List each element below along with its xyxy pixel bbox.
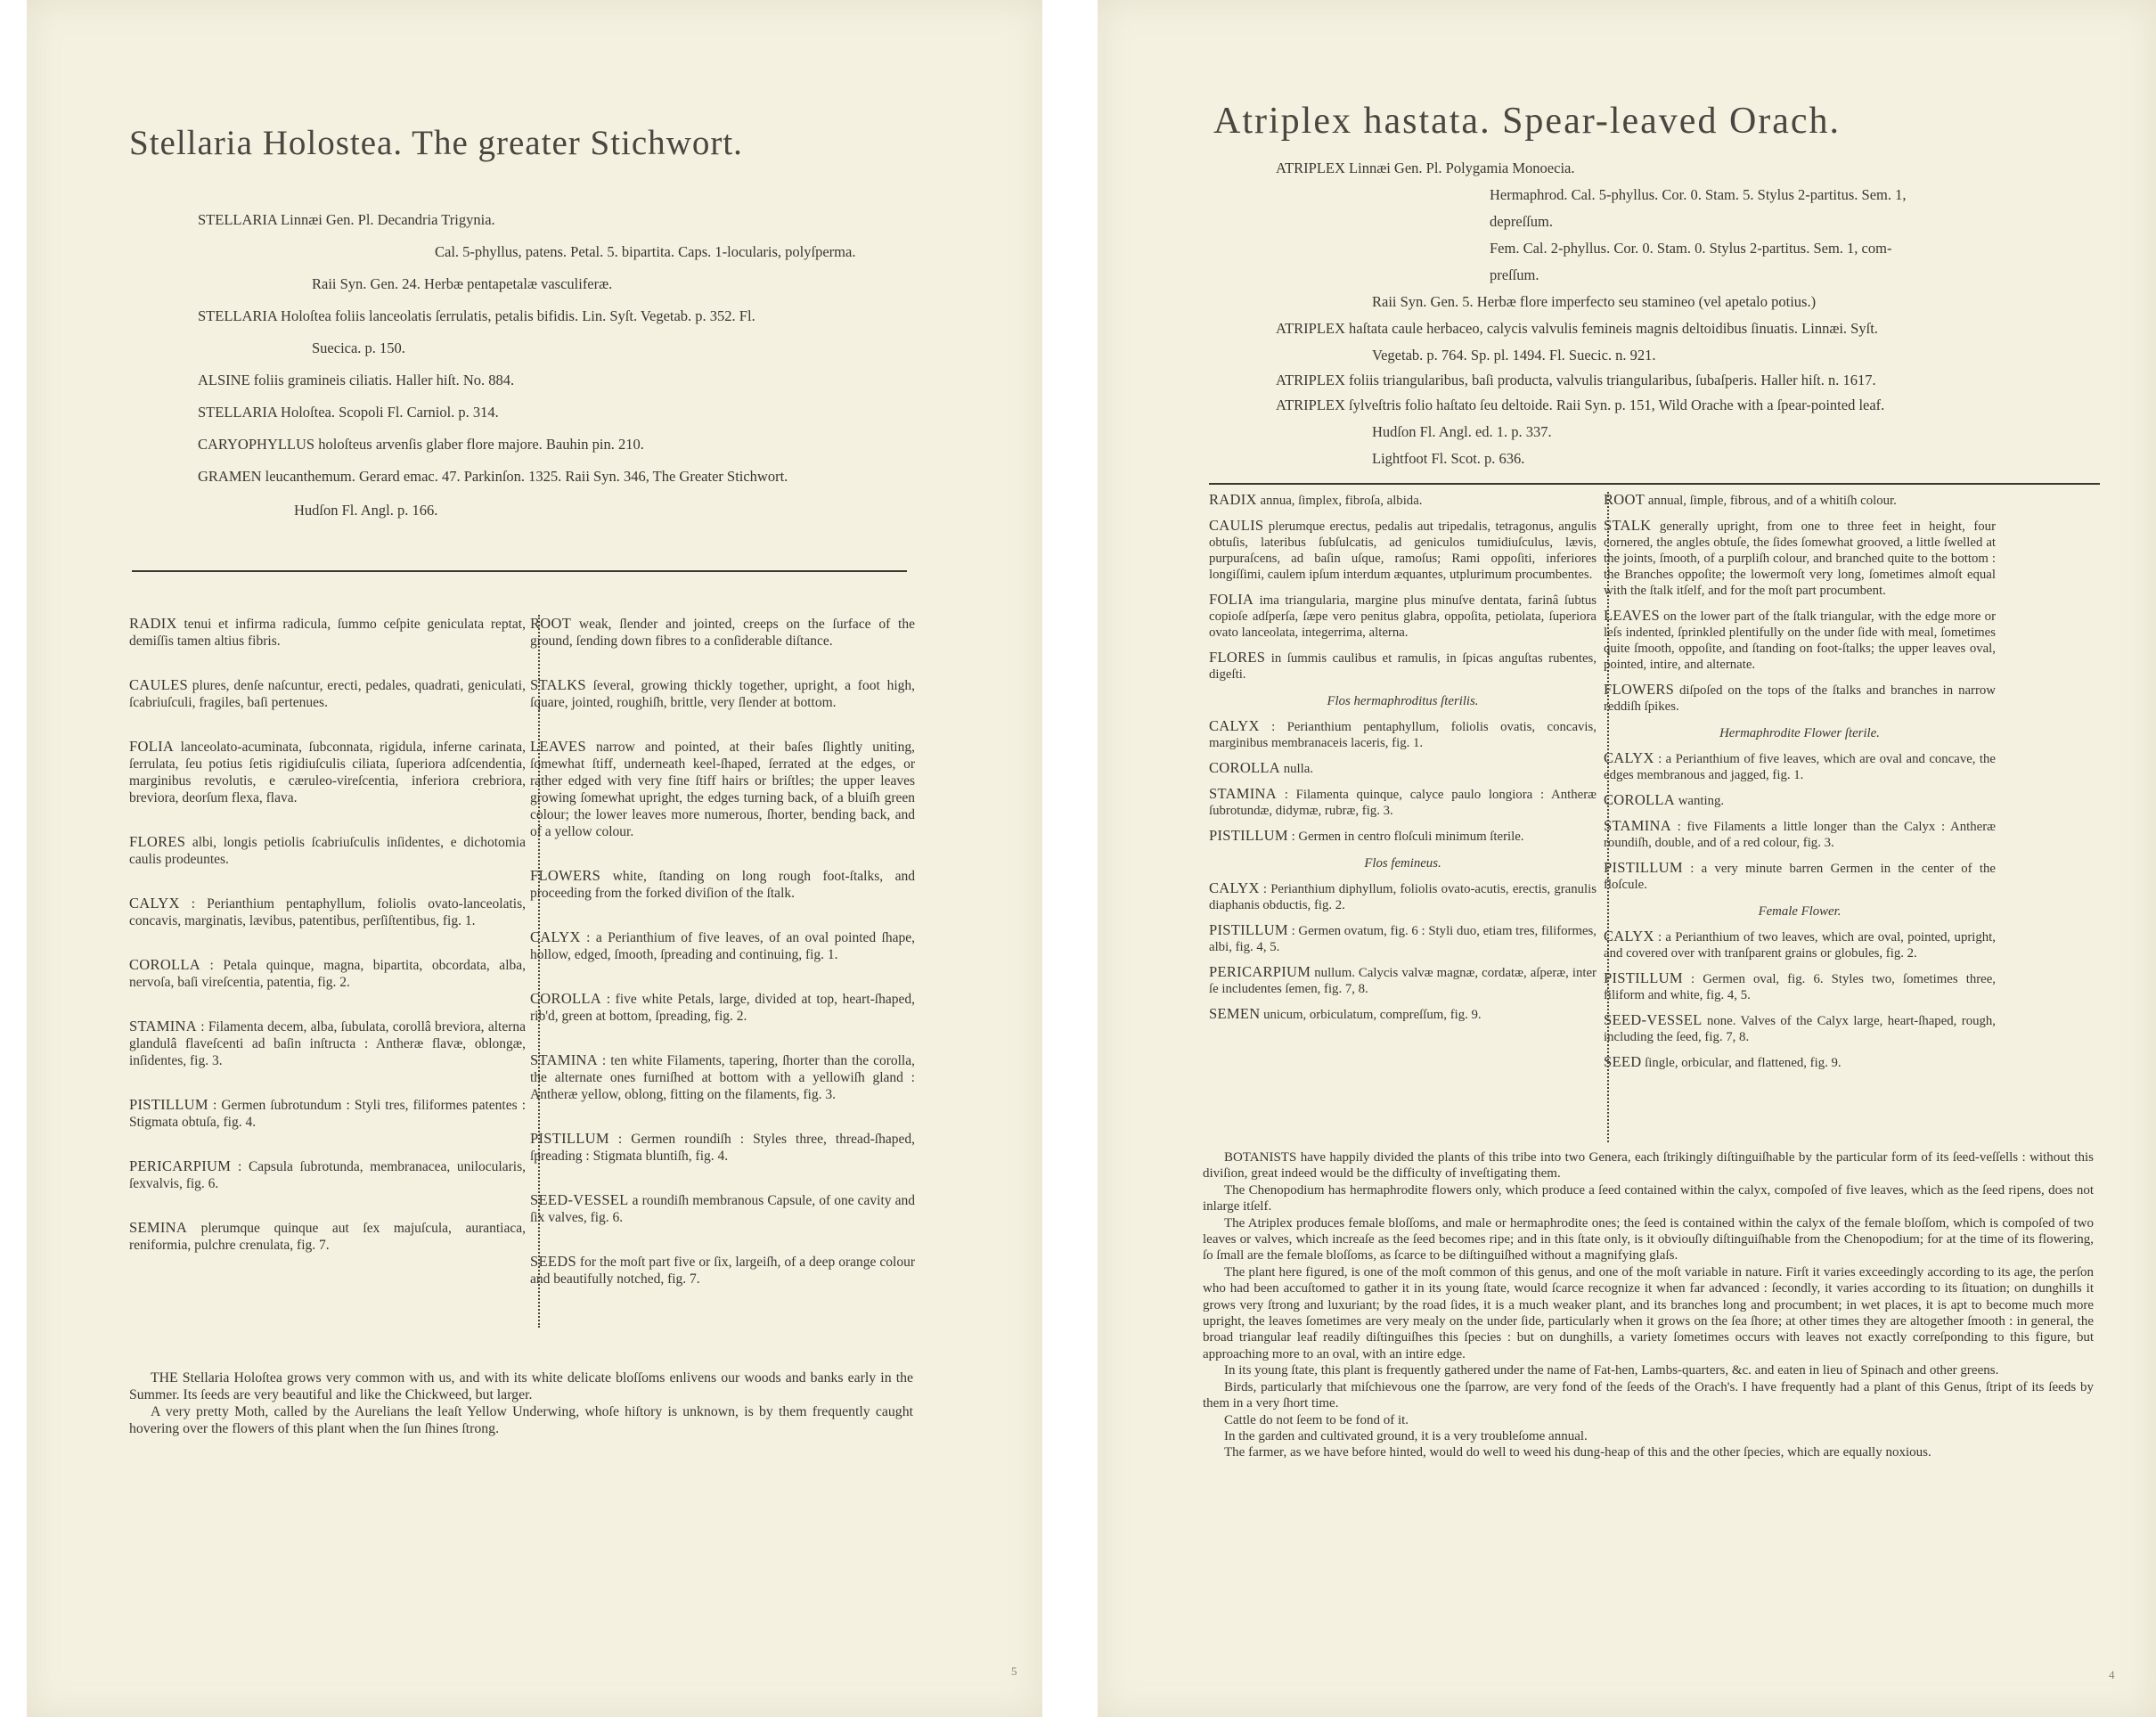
- note-paragraph: THE Stellaria Holoſtea grows very common with us, and with its white delicate bloſſoms enlivens our woods and banks early in the Summer. Its ſeeds are very beautiful and like the Chickweed, but larger.: [129, 1370, 913, 1402]
- entry-heading: SEEDS: [530, 1253, 576, 1270]
- description-entry: [530, 1191, 915, 1226]
- synonym-line: ATRIPLEX Linnæi Gen. Pl. Polygamia Monoecia.: [1276, 159, 1575, 176]
- entry-text: albi, longis petiolis ſcabriuſculis inſidentes, e dichotomia caulis prodeuntes.: [129, 835, 526, 867]
- entry-heading: PISTILLUM: [1604, 969, 1683, 986]
- entry-text: : Filamenta decem, alba, ſubulata, corollâ breviora, alterna glandulâ flaveſcenti ad baſin inſtructa : Antheræ flavæ, oblongæ, inſidentes, fig. 3.: [129, 1019, 526, 1068]
- entry-text: white, ſtanding on long rough foot-ſtalks, and proceeding from the forked diviſion of the ſtalk.: [530, 869, 915, 901]
- entry-text: : ten white Filaments, tapering, ſhorter than the corolla, the alternate ones furniſhed at bottom with a yellowiſh gland : Antheræ yellow, oblong, fitting on the filaments, fig. 3.: [530, 1053, 915, 1102]
- note-paragraph: In the garden and cultivated ground, it is a very troubleſome annual.: [1224, 1428, 1588, 1443]
- description-entry: [1209, 964, 1597, 997]
- entry-text: : Germen ovatum, fig. 6 : Styli duo, etiam tres, filiformes, albi, fig. 4, 5.: [1209, 924, 1597, 954]
- entry-text: ima triangularia, margine plus minuſve dentata, farinâ ſubtus copioſe adſperſa, ſæpe vero penitus glabra, oppoſita, petiolata, ſuperiora ovato lanceolata, integerrima, alterna.: [1209, 593, 1597, 640]
- entry-text: plerumque erectus, pedalis aut tripedalis, tetragonus, angulis obtuſis, lateribus ſubſulcatis, ad geniculos tumidiuſculus, lævis, purpuraſcens, ad baſin uſque, ramoſus; Rami oppoſiti, inferiores longiſſimi, caulem ipſum interdum æquantes, utplurimum procumbentes.: [1209, 519, 1597, 582]
- entry-heading: STAMINA: [1604, 817, 1671, 834]
- entry-text: wanting.: [1675, 794, 1725, 808]
- synonym-line: CARYOPHYLLUS holoſteus arvenſis glaber flore majore. Bauhin pin. 210.: [198, 436, 644, 453]
- synonym-line: depreſſum.: [1490, 213, 1554, 230]
- entry-text: nullum. Calycis valvæ magnæ, cordatæ, aſperæ, inter ſe includentes ſemen, fig. 7, 8.: [1209, 966, 1597, 996]
- english-description: [530, 615, 915, 1314]
- description-entry: [1209, 718, 1597, 751]
- synonym-line: Suecica. p. 150.: [312, 339, 405, 356]
- description-entry: [530, 1253, 915, 1288]
- entry-heading: COROLLA: [530, 990, 602, 1007]
- entry-heading: CALYX: [1209, 717, 1260, 734]
- note-paragraph: BOTANISTS have happily divided the plants of this tribe into two Genera, each ſtrikingly diſtinguiſhable by the particular form of its ſeed-veſſells : without this diviſion, great indeed would be the difficulty of inveſtigating them.: [1203, 1150, 2094, 1181]
- description-entry: [1604, 1054, 1996, 1071]
- entry-text: a roundiſh membranous Capsule, of one cavity and ſix valves, fig. 6.: [530, 1193, 915, 1225]
- description-entry: [1604, 860, 1996, 893]
- description-entry: [1604, 682, 1996, 715]
- entry-heading: SEED: [1604, 1053, 1642, 1070]
- entry-heading: PISTILLUM: [1604, 859, 1683, 876]
- page-title: Stellaria Holostea. The greater Stichwort.: [129, 124, 743, 162]
- description-entry: [1209, 880, 1597, 913]
- description-entry: [1209, 760, 1597, 777]
- description-entry: [129, 1219, 526, 1254]
- entry-text: : Perianthium pentaphyllum, foliolis ovatis, concavis, marginibus membranaceis laceris, fig. 1.: [1209, 720, 1597, 750]
- entry-heading: CALYX: [1604, 749, 1654, 766]
- entry-heading: FLORES: [1209, 649, 1266, 666]
- description-entry: [129, 615, 526, 650]
- latin-description: [129, 615, 526, 1280]
- entry-text: plures, denſe naſcuntur, erecti, pedales, quadrati, geniculati, ſcabriuſculi, fragiles, baſi pertenues.: [129, 678, 526, 710]
- description-entry: [1209, 518, 1597, 583]
- latin-description: [1209, 492, 1597, 1032]
- entry-heading: PISTILLUM: [1209, 921, 1288, 938]
- entry-text: for the moſt part five or ſix, largeiſh, of a deep orange colour and beautifully notched, fig. 7.: [530, 1255, 915, 1287]
- description-entry: [530, 676, 915, 711]
- description-entry: [1209, 492, 1597, 509]
- page-title: Atriplex hastata. Spear-leaved Orach.: [1213, 101, 1842, 142]
- entry-text: ſingle, orbicular, and flattened, fig. 9.: [1641, 1056, 1842, 1070]
- notes: [129, 1370, 913, 1437]
- synonym-line: STELLARIA Linnæi Gen. Pl. Decandria Trigynia.: [198, 211, 495, 228]
- entry-heading: LEAVES: [1604, 607, 1660, 624]
- entry-heading: CAULES: [129, 676, 188, 693]
- section-subheading: Female Flower.: [1758, 904, 1842, 919]
- description-entry: [1604, 818, 1996, 851]
- synonym-line: GRAMEN leucanthemum. Gerard emac. 47. Parkinſon. 1325. Raii Syn. 346, The Greater Stichwort.: [198, 468, 788, 485]
- entry-heading: STAMINA: [129, 1018, 197, 1034]
- description-entry: [530, 738, 915, 840]
- entry-heading: COROLLA: [129, 956, 201, 973]
- description-entry: [1604, 750, 1996, 783]
- entry-text: lanceolato-acuminata, ſubconnata, rigidula, inferne carinata, ſerrulata, ſeu potius ſetis rigidiuſculis ciliata, ſuperiora adſcendentia, marginibus revolutis, e cæruleo-vireſcentia, inferiora crebriora, breviora, deorſum flexa, flava.: [129, 740, 526, 805]
- entry-heading: CALYX: [1209, 879, 1260, 896]
- section-rule: [1209, 483, 2100, 485]
- synonym-line: Vegetab. p. 764. Sp. pl. 1494. Fl. Suecic. n. 921.: [1372, 347, 1656, 364]
- entry-text: : Germen roundiſh : Styles three, thread-ſhaped, ſpreading : Stigmata bluntiſh, fig. 4.: [530, 1132, 915, 1164]
- notes: [1203, 1149, 2094, 1461]
- entry-heading: PISTILLUM: [530, 1130, 609, 1147]
- synonym-line: Cal. 5-phyllus, patens. Petal. 5. bipartita. Caps. 1-locularis, polyſperma.: [435, 243, 856, 260]
- entry-text: annual, ſimple, fibrous, and of a whitiſh colour.: [1645, 494, 1897, 508]
- entry-heading: CALYX: [129, 895, 180, 912]
- description-entry: [1604, 970, 1996, 1003]
- synonym-line: ALSINE foliis gramineis ciliatis. Haller hiſt. No. 884.: [198, 372, 515, 388]
- entry-text: diſpoſed on the tops of the ſtalks and branches in narrow reddiſh ſpikes.: [1604, 683, 1996, 714]
- section-rule: [132, 570, 907, 572]
- entry-heading: STALK: [1604, 517, 1652, 534]
- description-entry: [129, 956, 526, 991]
- note-paragraph: A very pretty Moth, called by the Aurelians the leaſt Yellow Underwing, whoſe hiſtory is unknown, is by them frequently caught hovering over the flowers of this plant when the ſun ſhines ſtrong.: [129, 1404, 913, 1436]
- description-entry: [530, 1051, 915, 1103]
- entry-heading: ROOT: [530, 615, 572, 632]
- english-description: [1604, 492, 1996, 1080]
- description-entry: [129, 1018, 526, 1069]
- entry-text: : Filamenta quinque, calyce paulo longiora : Antheræ ſubrotundæ, didymæ, rubræ, fig. 3.: [1209, 788, 1597, 818]
- section-subheading: Flos femineus.: [1364, 856, 1441, 871]
- description-entry: [129, 676, 526, 711]
- entry-heading: COROLLA: [1209, 759, 1281, 776]
- entry-text: : a Perianthium of five leaves, which are oval and concave, the edges membranous and jagged, fig. 1.: [1604, 752, 1996, 782]
- note-paragraph: In its young ſtate, this plant is frequently gathered under the name of Fat-hen, Lambs-quarters, &c. and eaten in lieu of Spinach and other greens.: [1224, 1363, 1999, 1378]
- entry-text: nulla.: [1280, 762, 1314, 776]
- description-entry: [129, 738, 526, 806]
- entry-heading: PISTILLUM: [129, 1096, 208, 1113]
- entry-heading: FLOWERS: [1604, 681, 1675, 698]
- entry-text: weak, ſlender and jointed, creeps on the ſurface of the ground, ſending down fibres to a conſiderable diſtance.: [530, 617, 915, 649]
- synonym-line: Lightfoot Fl. Scot. p. 636.: [1372, 450, 1525, 467]
- synonym-line: STELLARIA Holoſtea. Scopoli Fl. Carniol. p. 314.: [198, 404, 499, 421]
- description-entry: [1209, 1006, 1597, 1023]
- entry-text: plerumque quinque aut ſex majuſcula, aurantiaca, reniformia, pulchre crenulata, fig. 7.: [129, 1221, 526, 1253]
- page-right: [1098, 0, 2156, 1717]
- description-entry: [530, 990, 915, 1025]
- description-entry: [1604, 792, 1996, 809]
- description-entry: [1604, 608, 1996, 673]
- description-entry: [1604, 1012, 1996, 1045]
- synonym-line: Hudſon Fl. Angl. ed. 1. p. 337.: [1372, 423, 1552, 440]
- entry-heading: FOLIA: [1209, 591, 1254, 608]
- synonym-line: Raii Syn. Gen. 24. Herbæ pentapetalæ vasculiferæ.: [312, 275, 613, 292]
- entry-heading: RADIX: [129, 615, 177, 632]
- entry-heading: RADIX: [1209, 491, 1257, 508]
- entry-heading: SEMEN: [1209, 1005, 1261, 1022]
- entry-heading: STALKS: [530, 676, 586, 693]
- description-entry: [129, 1157, 526, 1192]
- synonym-line: ATRIPLEX foliis triangularibus, baſi producta, valvulis triangularibus, ſubaſperis. Haller hiſt. n. 1617.: [1276, 372, 1876, 388]
- note-paragraph: Cattle do not ſeem to be fond of it.: [1224, 1412, 1409, 1427]
- note-paragraph: The Atriplex produces female bloſſoms, and male or hermaphrodite ones; the ſeed is contained within the calyx of the female bloſſom, which is compoſed of two leaves or valves, which increaſe as the ſeed becomes ripe; and in this ſtate only, is it obviouſly diſtinguiſhable from the Chenopodium; for at the time of its flowering, ſo ſmall are the female bloſſoms, as ſcarce to be diſtinguiſhed without a magnifying glaſs.: [1203, 1215, 2094, 1263]
- entry-heading: FLOWERS: [530, 867, 601, 884]
- entry-text: : Germen in centro floſculi minimum ſterile.: [1287, 830, 1524, 844]
- synonym-line: Hudſon Fl. Angl. p. 166.: [294, 502, 438, 519]
- entry-heading: CALYX: [1604, 928, 1654, 944]
- entry-heading: CAULIS: [1209, 517, 1264, 534]
- synonym-line: ATRIPLEX haſtata caule herbaceo, calycis valvulis femineis magnis deltoidibus ſinuatis. Linnæi. Syſt.: [1276, 320, 1878, 337]
- synonym-line: STELLARIA Holoſtea foliis lanceolatis ſerrulatis, petalis bifidis. Lin. Syſt. Vegetab. p. 352. Fl.: [198, 307, 755, 324]
- synonym-line: Hermaphrod. Cal. 5-phyllus. Cor. 0. Stam. 5. Stylus 2-partitus. Sem. 1,: [1490, 186, 1907, 203]
- description-entry: [530, 867, 915, 902]
- page-mark: 5: [1011, 1664, 1017, 1678]
- entry-text: : Perianthium pentaphyllum, foliolis ovato-lanceolatis, concavis, marginatis, lævibus, patentibus, perſiſtentibus, fig. 1.: [129, 896, 526, 928]
- entry-heading: PERICARPIUM: [129, 1157, 232, 1174]
- entry-heading: FOLIA: [129, 738, 175, 755]
- description-entry: [530, 1130, 915, 1165]
- entry-text: unicum, orbiculatum, compreſſum, fig. 9.: [1260, 1008, 1482, 1022]
- synonym-line: Fem. Cal. 2-phyllus. Cor. 0. Stam. 0. Stylus 2-partitus. Sem. 1, com-: [1490, 240, 1892, 257]
- entry-text: annua, ſimplex, fibroſa, albida.: [1256, 494, 1423, 508]
- entry-heading: CALYX: [530, 928, 581, 945]
- entry-text: tenui et infirma radicula, ſummo ceſpite geniculata reptat, demiſſis tamen altius fibris.: [129, 617, 526, 649]
- entry-text: : Germen oval, fig. 6. Styles two, ſometimes three, filiform and white, fig. 4, 5.: [1604, 972, 1996, 1002]
- entry-text: : Capsula ſubrotunda, membranacea, unilocularis, ſexvalvis, fig. 6.: [129, 1159, 526, 1191]
- entry-text: : a very minute barren Germen in the center of the floſcule.: [1604, 862, 1996, 892]
- entry-heading: PERICARPIUM: [1209, 963, 1311, 980]
- description-entry: [1604, 928, 1996, 961]
- note-paragraph: The farmer, as we have before hinted, would do well to weed his dung-heap of this and the other ſpecies, which are equally noxious.: [1224, 1445, 1931, 1460]
- entry-text: : a Perianthium of two leaves, which are oval, pointed, upright, and covered over with tranſparent grains or globules, fig. 2.: [1604, 930, 1996, 961]
- entry-text: in ſummis caulibus et ramulis, in ſpicas anguſtas rubentes, digeſti.: [1209, 651, 1597, 682]
- entry-text: narrow and pointed, at their baſes ſlightly uniting, ſomewhat ſtiff, underneath keel-ſhaped, ſerrated at the edges, or rather edged with very fine ſtiff hairs or briſtles; the upper leaves growing ſomewhat upright, the edges turning back, of a bluiſh green colour; the lower leaves more numerous, ſhorter, bending back, and of a yellow colour.: [530, 740, 915, 839]
- entry-heading: ROOT: [1604, 491, 1646, 508]
- entry-text: on the lower part of the ſtalk triangular, with the edge more or leſs indented, ſprinkled plentifully on the under ſide with meal, ſometimes quite ſmooth, oppoſite, and ſtanding on foot-ſtalks; the upper leaves oval, pointed, intire, and alternate.: [1604, 609, 1996, 672]
- entry-text: : Germen ſubrotundum : Styli tres, filiformes patentes : Stigmata obtuſa, fig. 4.: [129, 1098, 526, 1130]
- page-left: [27, 0, 1042, 1717]
- description-entry: [1209, 592, 1597, 641]
- description-entry: [129, 1096, 526, 1131]
- entry-text: : Perianthium diphyllum, foliolis ovato-acutis, erectis, granulis diaphanis obductis, fig. 2.: [1209, 882, 1597, 912]
- entry-text: ſeveral, growing thickly together, upright, a foot high, ſquare, jointed, roughiſh, brittle, very ſlender at bottom.: [530, 678, 915, 710]
- description-entry: [530, 928, 915, 963]
- description-entry: [129, 833, 526, 868]
- entry-heading: STAMINA: [1209, 785, 1277, 802]
- section-subheading: Flos hermaphroditus ſterilis.: [1327, 694, 1479, 708]
- entry-heading: LEAVES: [530, 738, 586, 755]
- entry-heading: SEMINA: [129, 1219, 188, 1236]
- entry-text: none. Valves of the Calyx large, heart-ſhaped, rough, including the ſeed, fig. 7, 8.: [1604, 1014, 1996, 1044]
- description-entry: [1209, 922, 1597, 955]
- synonym-line: ATRIPLEX ſylveſtris folio haſtato ſeu deltoide. Raii Syn. p. 151, Wild Orache with a ſpear-pointed leaf.: [1276, 397, 1885, 413]
- entry-text: : five Filaments a little longer than the Calyx : Antheræ roundiſh, double, and of a red colour, fig. 3.: [1604, 820, 1996, 850]
- page-mark: 4: [2109, 1668, 2115, 1681]
- entry-heading: STAMINA: [530, 1051, 598, 1068]
- description-entry: [530, 615, 915, 650]
- description-entry: [1209, 650, 1597, 683]
- entry-text: : a Perianthium of five leaves, of an oval pointed ſhape, hollow, edged, ſmooth, ſpreading and continuing, fig. 1.: [530, 930, 915, 962]
- note-paragraph: The plant here figured, is one of the moſt common of this genus, and one of the moſt variable in nature. Firſt it varies exceedingly according to its age, the perſon who had been accuſtomed to gather it in its young ſtate, would ſcarce recognize it when far advanced : ſecondly, it varies according to its ſituation; on dunghills it grows very ſtrong and luxuriant; by the road ſides, it is a much weaker plant, and its branches long and procumbent; in wet places, it is apt to become much more upright, the leaves ſometimes are very mealy on the under ſide, particularly when it grows on the ſea ſhore; at other times they are altogether ſmooth : in general, the broad triangular leaf readily diſtinguiſhes this ſpecies : but on dunghills, a variety ſometimes occurs with leaves not exactly correſponding to this figure, but approaching more to an oval, with an intire edge.: [1203, 1264, 2094, 1361]
- description-entry: [129, 895, 526, 929]
- entry-heading: PISTILLUM: [1209, 827, 1288, 844]
- note-paragraph: Birds, particularly that miſchievous one the ſparrow, are very fond of the ſeeds of the Orach's. I have frequently had a plant of this Genus, ſtript of its ſeeds by them in a very ſhort time.: [1203, 1379, 2094, 1411]
- section-subheading: Hermaphrodite Flower ſterile.: [1719, 726, 1880, 740]
- description-entry: [1209, 786, 1597, 819]
- entry-text: : Petala quinque, magna, bipartita, obcordata, alba, nervoſa, baſi vireſcentia, patentia, fig. 2.: [129, 958, 526, 990]
- synonym-line: Raii Syn. Gen. 5. Herbæ flore imperfecto seu stamineo (vel apetalo potius.): [1372, 293, 1817, 310]
- entry-text: : five white Petals, large, divided at top, heart-ſhaped, rib'd, green at bottom, ſpreading, fig. 2.: [530, 992, 915, 1024]
- entry-heading: SEED-VESSEL: [530, 1191, 629, 1208]
- entry-heading: FLORES: [129, 833, 186, 850]
- entry-heading: SEED-VESSEL: [1604, 1011, 1703, 1028]
- note-paragraph: The Chenopodium has hermaphrodite flowers only, which produce a ſeed contained within the calyx, compoſed of five leaves, which as the ſeed ripens, does not inlarge itſelf.: [1203, 1182, 2094, 1214]
- description-entry: [1604, 492, 1996, 509]
- synonym-line: preſſum.: [1490, 266, 1539, 283]
- description-entry: [1604, 518, 1996, 599]
- description-entry: [1209, 828, 1597, 845]
- entry-heading: COROLLA: [1604, 791, 1676, 808]
- entry-text: generally upright, from one to three feet in height, four cornered, the angles obtuſe, the ſides ſomewhat grooved, a little ſwelled at the joints, ſmooth, of a purpliſh colour, and branched quite to the bottom : the Branches oppoſite; the lowermoſt very long, ſometimes almoſt equal with the ſtalk itſelf, and for the moſt part procumbent.: [1604, 519, 1996, 598]
